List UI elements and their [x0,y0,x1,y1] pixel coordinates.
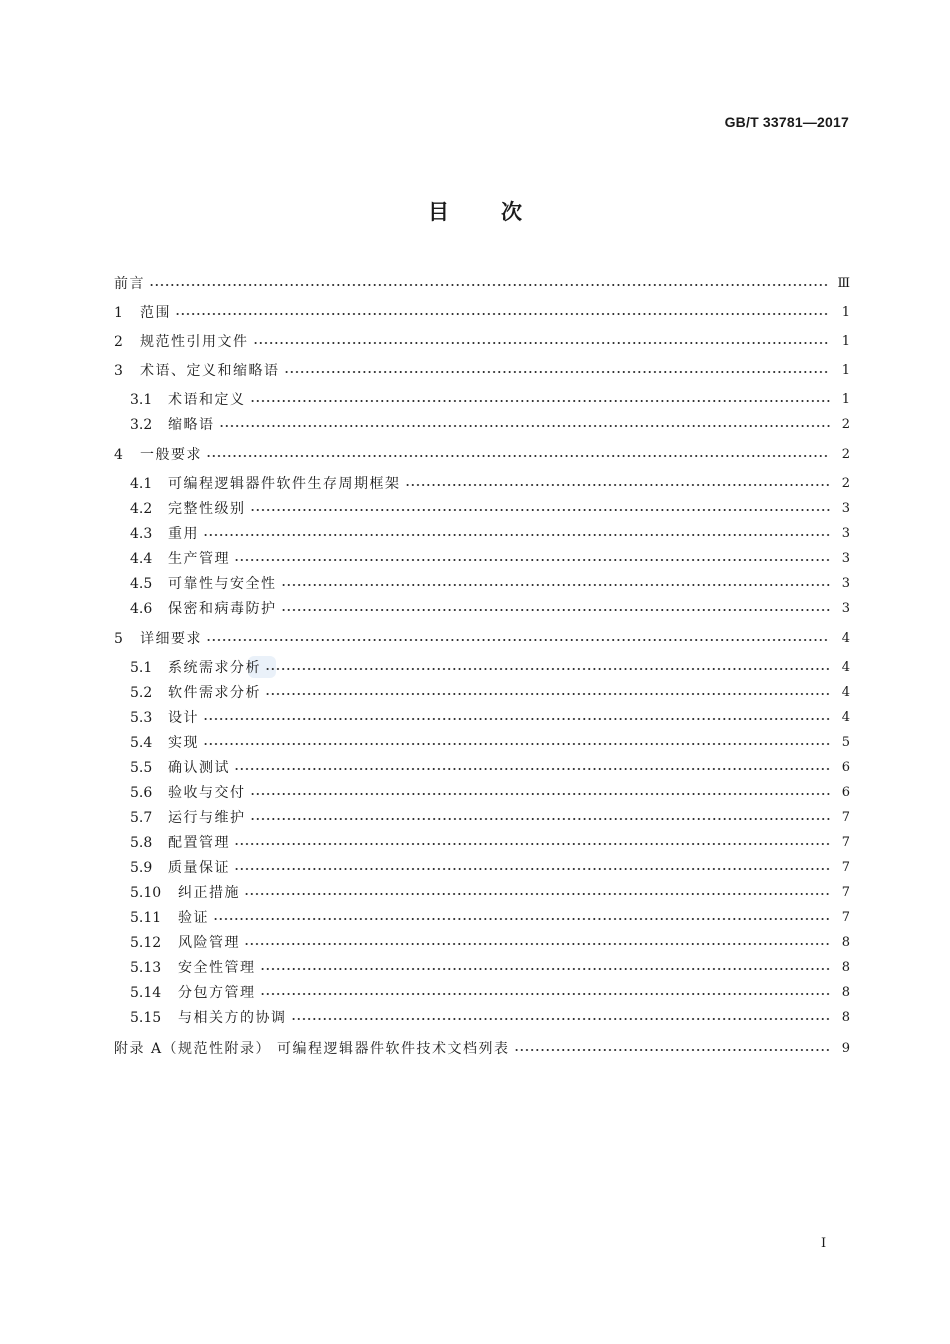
toc-entry[interactable] [130,857,850,879]
toc-entry-page: 2 [841,476,850,491]
toc-entry-page: 7 [841,835,850,850]
toc-entry[interactable] [130,573,850,595]
toc-entry-label: 风险管理 [178,935,240,951]
dot-leader [234,843,830,845]
toc-entry-number: 5.11 [130,910,162,926]
toc-entry-label: 保密和病毒防护 [168,601,277,617]
dot-leader [203,534,830,536]
toc-entry-page: 3 [841,551,850,566]
toc-entry-label: 验证 [178,910,209,926]
page-title: 目次 [428,200,574,224]
toc-entry-number: 5.13 [130,960,162,976]
toc-entry[interactable] [130,807,850,829]
toc-entry-number: 4.1 [130,476,153,492]
dot-leader [206,639,830,641]
toc-entry-page: 8 [841,935,850,950]
toc-entry-number: 5.3 [130,710,153,726]
dot-leader [206,455,830,457]
dot-leader [203,718,830,720]
toc-entry[interactable] [114,302,850,324]
toc-entry-number: 5.15 [130,1010,162,1026]
toc-entry-label: 范围 [140,305,171,321]
dot-leader [244,943,830,945]
page-number: I [821,1236,827,1251]
toc-entry-number: 2 [114,334,123,350]
toc-entry-page: 7 [841,810,850,825]
toc-entry-label: 设计 [168,710,199,726]
toc-entry-number: 4.6 [130,601,153,617]
toc-entry-page: 3 [841,501,850,516]
dot-leader [250,818,831,820]
toc-entry-page: 3 [841,601,850,616]
dot-leader [203,743,830,745]
toc-entry-page: 4 [841,660,850,675]
toc-entry[interactable] [130,473,850,495]
toc-entry[interactable] [130,957,850,979]
toc-entry-page: 6 [841,760,850,775]
toc-entry[interactable] [130,389,850,411]
toc-entry-number: 5.6 [130,785,153,801]
toc-entry[interactable] [130,832,850,854]
toc-entry-page: Ⅲ [837,276,850,291]
toc-entry-page: 4 [841,685,850,700]
toc-entry-page: 3 [841,526,850,541]
toc-entry[interactable] [130,732,850,754]
toc-entry[interactable] [130,1007,850,1029]
dot-leader [260,993,831,995]
toc-entry[interactable] [114,628,850,650]
dot-leader [219,425,831,427]
toc-entry-label: 一般要求 [140,447,202,463]
toc-entry-number: 5.10 [130,885,162,901]
toc-entry-page: 6 [841,785,850,800]
toc-entry-number: 5.9 [130,860,153,876]
toc-entry-page: 2 [841,447,850,462]
standard-code: GB/T 33781—2017 [724,114,849,130]
toc-entry-number: 3.2 [130,417,153,433]
dot-leader [250,793,831,795]
toc-entry-label: 可编程逻辑器件软件生存周期框架 [168,476,401,492]
toc-entry-number: 5.4 [130,735,153,751]
toc-entry-page: 9 [841,1041,850,1056]
dot-leader [149,284,830,286]
dot-leader [281,609,831,611]
dot-leader [213,918,830,920]
toc-entry-number: 5.8 [130,835,153,851]
toc-entry-number: 5.1 [130,660,153,676]
toc-entry[interactable] [130,548,850,570]
toc-entry-page: 1 [841,305,850,320]
toc-entry[interactable] [130,707,850,729]
toc-entry-label: 确认测试 [168,760,230,776]
toc-entry-page: 4 [841,631,850,646]
toc-entry[interactable] [130,498,850,520]
toc-entry-page: 1 [841,392,850,407]
toc-entry[interactable] [130,932,850,954]
toc-entry[interactable] [114,360,850,382]
dot-leader [234,768,830,770]
toc-entry-label: 分包方管理 [178,985,256,1001]
toc-entry-label: 缩略语 [168,417,215,433]
toc-entry[interactable] [130,414,850,436]
toc-entry-label: 实现 [168,735,199,751]
toc-entry[interactable] [130,907,850,929]
dot-leader [234,868,830,870]
toc-entry-number: 3 [114,363,123,379]
toc-entry-label: 附录 A（规范性附录） 可编程逻辑器件软件技术文档列表 [114,1041,510,1057]
toc-entry[interactable] [130,882,850,904]
dot-leader [175,313,830,315]
toc-entry[interactable] [130,782,850,804]
toc-entry-page: 5 [841,735,850,750]
toc-entry-label: 软件需求分析 [168,685,261,701]
toc-entry[interactable] [114,273,850,295]
toc-entry-page: 8 [841,985,850,1000]
toc-entry-page: 8 [841,960,850,975]
toc-entry[interactable] [130,682,850,704]
toc-entry-page: 4 [841,710,850,725]
toc-entry-number: 5.2 [130,685,153,701]
toc-entry[interactable] [130,982,850,1004]
toc-entry-page: 7 [841,860,850,875]
toc-entry-label: 生产管理 [168,551,230,567]
toc-entry[interactable] [130,657,850,679]
toc-entry-label: 纠正措施 [178,885,240,901]
toc-entry-label: 重用 [168,526,199,542]
dot-leader [250,400,831,402]
toc-entry-page: 7 [841,910,850,925]
toc-entry-number: 5.12 [130,935,162,951]
toc-entry-label: 与相关方的协调 [178,1010,287,1026]
dot-leader [260,968,831,970]
toc-entry-label: 配置管理 [168,835,230,851]
toc-entry-number: 3.1 [130,392,153,408]
dot-leader [253,342,831,344]
dot-leader [234,559,830,561]
toc-entry-label: 术语和定义 [168,392,246,408]
dot-leader [284,371,831,373]
toc-entry-number: 4.3 [130,526,153,542]
toc-entry[interactable] [130,523,850,545]
dot-leader [244,893,830,895]
dot-leader [250,509,831,511]
toc-entry-label: 质量保证 [168,860,230,876]
toc-entry-page: 1 [841,363,850,378]
toc-entry-label: 系统需求分析 [168,660,261,676]
toc-entry-page: 2 [841,417,850,432]
dot-leader [281,584,831,586]
toc-entry-label: 运行与维护 [168,810,246,826]
toc-entry[interactable] [114,1038,850,1060]
toc-entry-label: 术语、定义和缩略语 [140,363,280,379]
dot-leader [265,693,830,695]
toc-entry-page: 1 [841,334,850,349]
toc-entry-label: 前言 [114,276,145,292]
toc-entry-label: 完整性级别 [168,501,246,517]
dot-leader [265,668,830,670]
toc-entry-page: 8 [841,1010,850,1025]
toc-entry-number: 5.7 [130,810,153,826]
toc-entry-number: 1 [114,305,123,321]
dot-leader [405,484,831,486]
toc-entry-number: 5.5 [130,760,153,776]
toc-entry-page: 7 [841,885,850,900]
toc-entry-number: 5.14 [130,985,162,1001]
toc-entry-label: 可靠性与安全性 [168,576,277,592]
toc-entry-number: 4.2 [130,501,153,517]
toc-entry-label: 安全性管理 [178,960,256,976]
toc-entry-page: 3 [841,576,850,591]
dot-leader [291,1018,831,1020]
toc-entry-number: 5 [114,631,123,647]
toc-entry-number: 4.4 [130,551,153,567]
toc-entry[interactable] [114,331,850,353]
dot-leader [514,1049,830,1051]
toc-entry[interactable] [130,598,850,620]
toc-entry-label: 详细要求 [140,631,202,647]
toc-entry[interactable] [130,757,850,779]
toc-entry[interactable] [114,444,850,466]
toc-entry-label: 验收与交付 [168,785,246,801]
toc-entry-number: 4.5 [130,576,153,592]
toc-entry-label: 规范性引用文件 [140,334,249,350]
toc-entry-number: 4 [114,447,123,463]
